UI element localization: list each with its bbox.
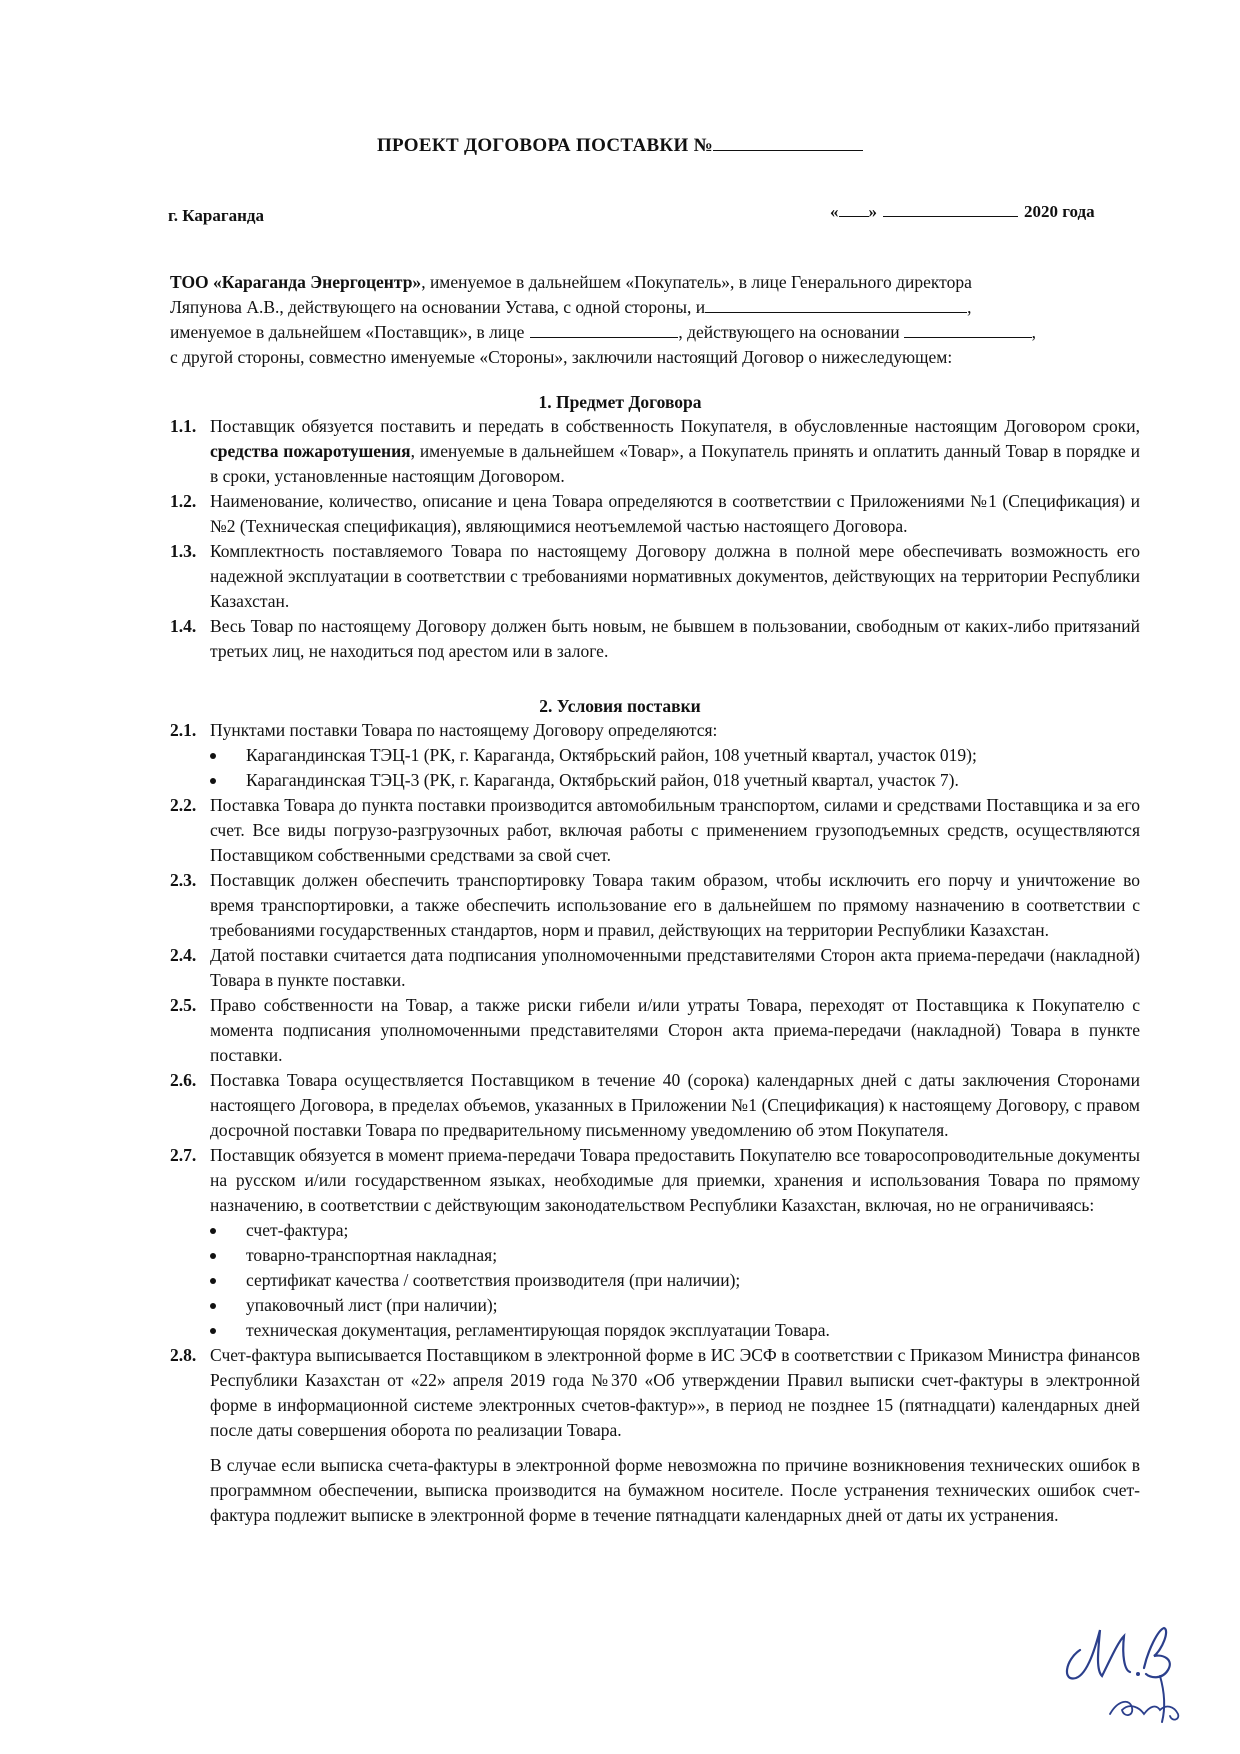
month-blank	[883, 200, 1018, 217]
preamble: ТОО «Караганда Энергоцентр», именуемое в дальнейшем «Покупатель», в лице Генерального директора Ляпунова А.В., действующего на основании Устава, с одной стороны, и , именуемое в дальнейшем «Поставщик», в лице , действующего на основании , с другой стороны, совместно именуемые «Стороны», заключили настоящий Договор о нижеследующем:	[170, 272, 1037, 367]
section-1-clauses	[170, 414, 1140, 664]
clause-2-3: 2.3. Поставщик должен обеспечить транспортировку Товара таким образом, чтобы исключить его порчу и уничтожение во время транспортировки, а также обеспечить использование его в дальнейшем по прямому назначению в соответствии с требованиями государственных стандартов, норм и правил, действующих на территории Республики Казахстан.	[170, 870, 1140, 940]
documents-list	[170, 1218, 1140, 1343]
clause-1-2: 1.2. Наименование, количество, описание и цена Товара определяются в соответствии с Приложениями №1 (Спецификация) и №2 (Техническая спецификация), являющимися неотъемлемой частью настоящего Договора.	[170, 491, 1140, 536]
day-blank	[839, 200, 869, 217]
clause-2-5: 2.5. Право собственности на Товар, а также риски гибели и/или утраты Товара, переходят от Поставщика к Покупателю с момента подписания уполномоченными представителями Сторон акта приема-передачи (накладной) Товара в пункте поставки.	[170, 995, 1140, 1065]
delivery-points-list	[170, 743, 1140, 793]
clause-1-1: 1.1. Поставщик обязуется поставить и передать в собственность Покупателя, в обусловленные настоящим Договором сроки, средства пожаротушения, именуемые в дальнейшем «Товар», а Покупатель принять и оплатить данный Товар в порядке и в сроки, установленные настоящим Договором.	[170, 416, 1140, 486]
section-1-title: 1. Предмет Договора	[538, 392, 702, 412]
supplier-name-blank	[705, 297, 967, 313]
list-item: Карагандинская ТЭЦ-3 (РК, г. Караганда, Октябрьский район, 018 учетный квартал, участок 7).	[170, 768, 1140, 793]
clause-2-6: 2.6. Поставка Товара осуществляется Поставщиком в течение 40 (сорока) календарных дней с даты заключения Сторонами настоящего Договора, в пределах объемов, указанных в Приложении №1 (Спецификация) к настоящему Договору, с правом досрочной поставки Товара по предварительному письменному уведомлению об этом Покупателя.	[170, 1070, 1140, 1140]
document-title: ПРОЕКТ ДОГОВОРА ПОСТАВКИ №	[0, 132, 1240, 157]
section-2-title: 2. Условия поставки	[539, 696, 701, 716]
list-item: товарно-транспортная накладная;	[170, 1243, 1140, 1268]
signature-icon	[1040, 1590, 1200, 1730]
contract-number-blank	[713, 132, 863, 151]
clause-2-1: 2.1. Пунктами поставки Товара по настоящему Договору определяются:	[170, 720, 718, 740]
list-item: Карагандинская ТЭЦ-1 (РК, г. Караганда, Октябрьский район, 108 учетный квартал, участок 019);	[170, 743, 1140, 768]
contract-date: « » 2020 года	[830, 202, 1095, 221]
representative-blank	[530, 322, 678, 338]
clause-2-4: 2.4. Датой поставки считается дата подписания уполномоченными представителями Сторон акта приема-передачи (накладной) Товара в пункте поставки.	[170, 945, 1140, 990]
list-item: техническая документация, регламентирующая порядок эксплуатации Товара.	[170, 1318, 1140, 1343]
clause-1-3: 1.3. Комплектность поставляемого Товара по настоящему Договору должна в полной мере обеспечивать возможность его надежной эксплуатации в соответствии с требованиями нормативных документов, действующих на территории Республики Казахстан.	[170, 541, 1140, 611]
clause-2-8: 2.8. Счет-фактура выписывается Поставщиком в электронной форме в ИС ЭСФ в соответствии с Приказом Министра финансов Республики Казахстан от «22» апреля 2019 года №370 «Об утверждении Правил выписки счет-фактуры в электронной форме в информационной системе электронных счетов-фактур»», в период не позднее 15 (пятнадцати) календарных дней после даты совершения оборота по реализации Товара. В случае если выписка счета-фактуры в электронной форме невозможна по причине возникновения технических ошибок в программном обеспечении, выписка производится на бумажном носителе. После устранения технических ошибок счет-фактура подлежит выписке в электронной форме в течение пятнадцати календарных дней от даты их устранения.	[170, 1343, 1140, 1528]
list-item: счет-фактура;	[170, 1218, 1140, 1243]
clause-2-8-paragraph: В случае если выписка счета-фактуры в электронной форме невозможна по причине возникновения технических ошибок в программном обеспечении, выписка производится на бумажном носителе. После устранения технических ошибок счет-фактура подлежит выписке в электронной форме в течение пятнадцати календарных дней от даты их устранения.	[210, 1455, 1140, 1525]
list-item: сертификат качества / соответствия производителя (при наличии);	[170, 1268, 1140, 1293]
city: г. Караганда	[168, 206, 264, 225]
buyer-name: ТОО «Караганда Энергоцентр»	[170, 272, 422, 292]
clause-2-2: 2.2. Поставка Товара до пункта поставки производится автомобильным транспортом, силами и средствами Поставщика и за его счет. Все виды погрузо-разгрузочных работ, включая работы с применением грузоподъемных средств, осуществляются Поставщиком собственными средствами за свой счет.	[170, 795, 1140, 865]
section-2-clauses	[170, 718, 1140, 1528]
list-item: упаковочный лист (при наличии);	[170, 1293, 1140, 1318]
authority-blank	[904, 322, 1032, 338]
clause-2-7: 2.7. Поставщик обязуется в момент приема-передачи Товара предоставить Покупателю все товаросопроводительные документы на русском и/или государственном языках, необходимые для приемки, хранения и использования Товара по прямому назначению, в соответствии с действующим законодательством Республики Казахстан, включая, но не ограничиваясь:	[170, 1145, 1140, 1215]
clause-1-4: 1.4. Весь Товар по настоящему Договору должен быть новым, не бывшем в пользовании, свободным от каких-либо притязаний третьих лиц, не находиться под арестом или в залоге.	[170, 616, 1140, 661]
